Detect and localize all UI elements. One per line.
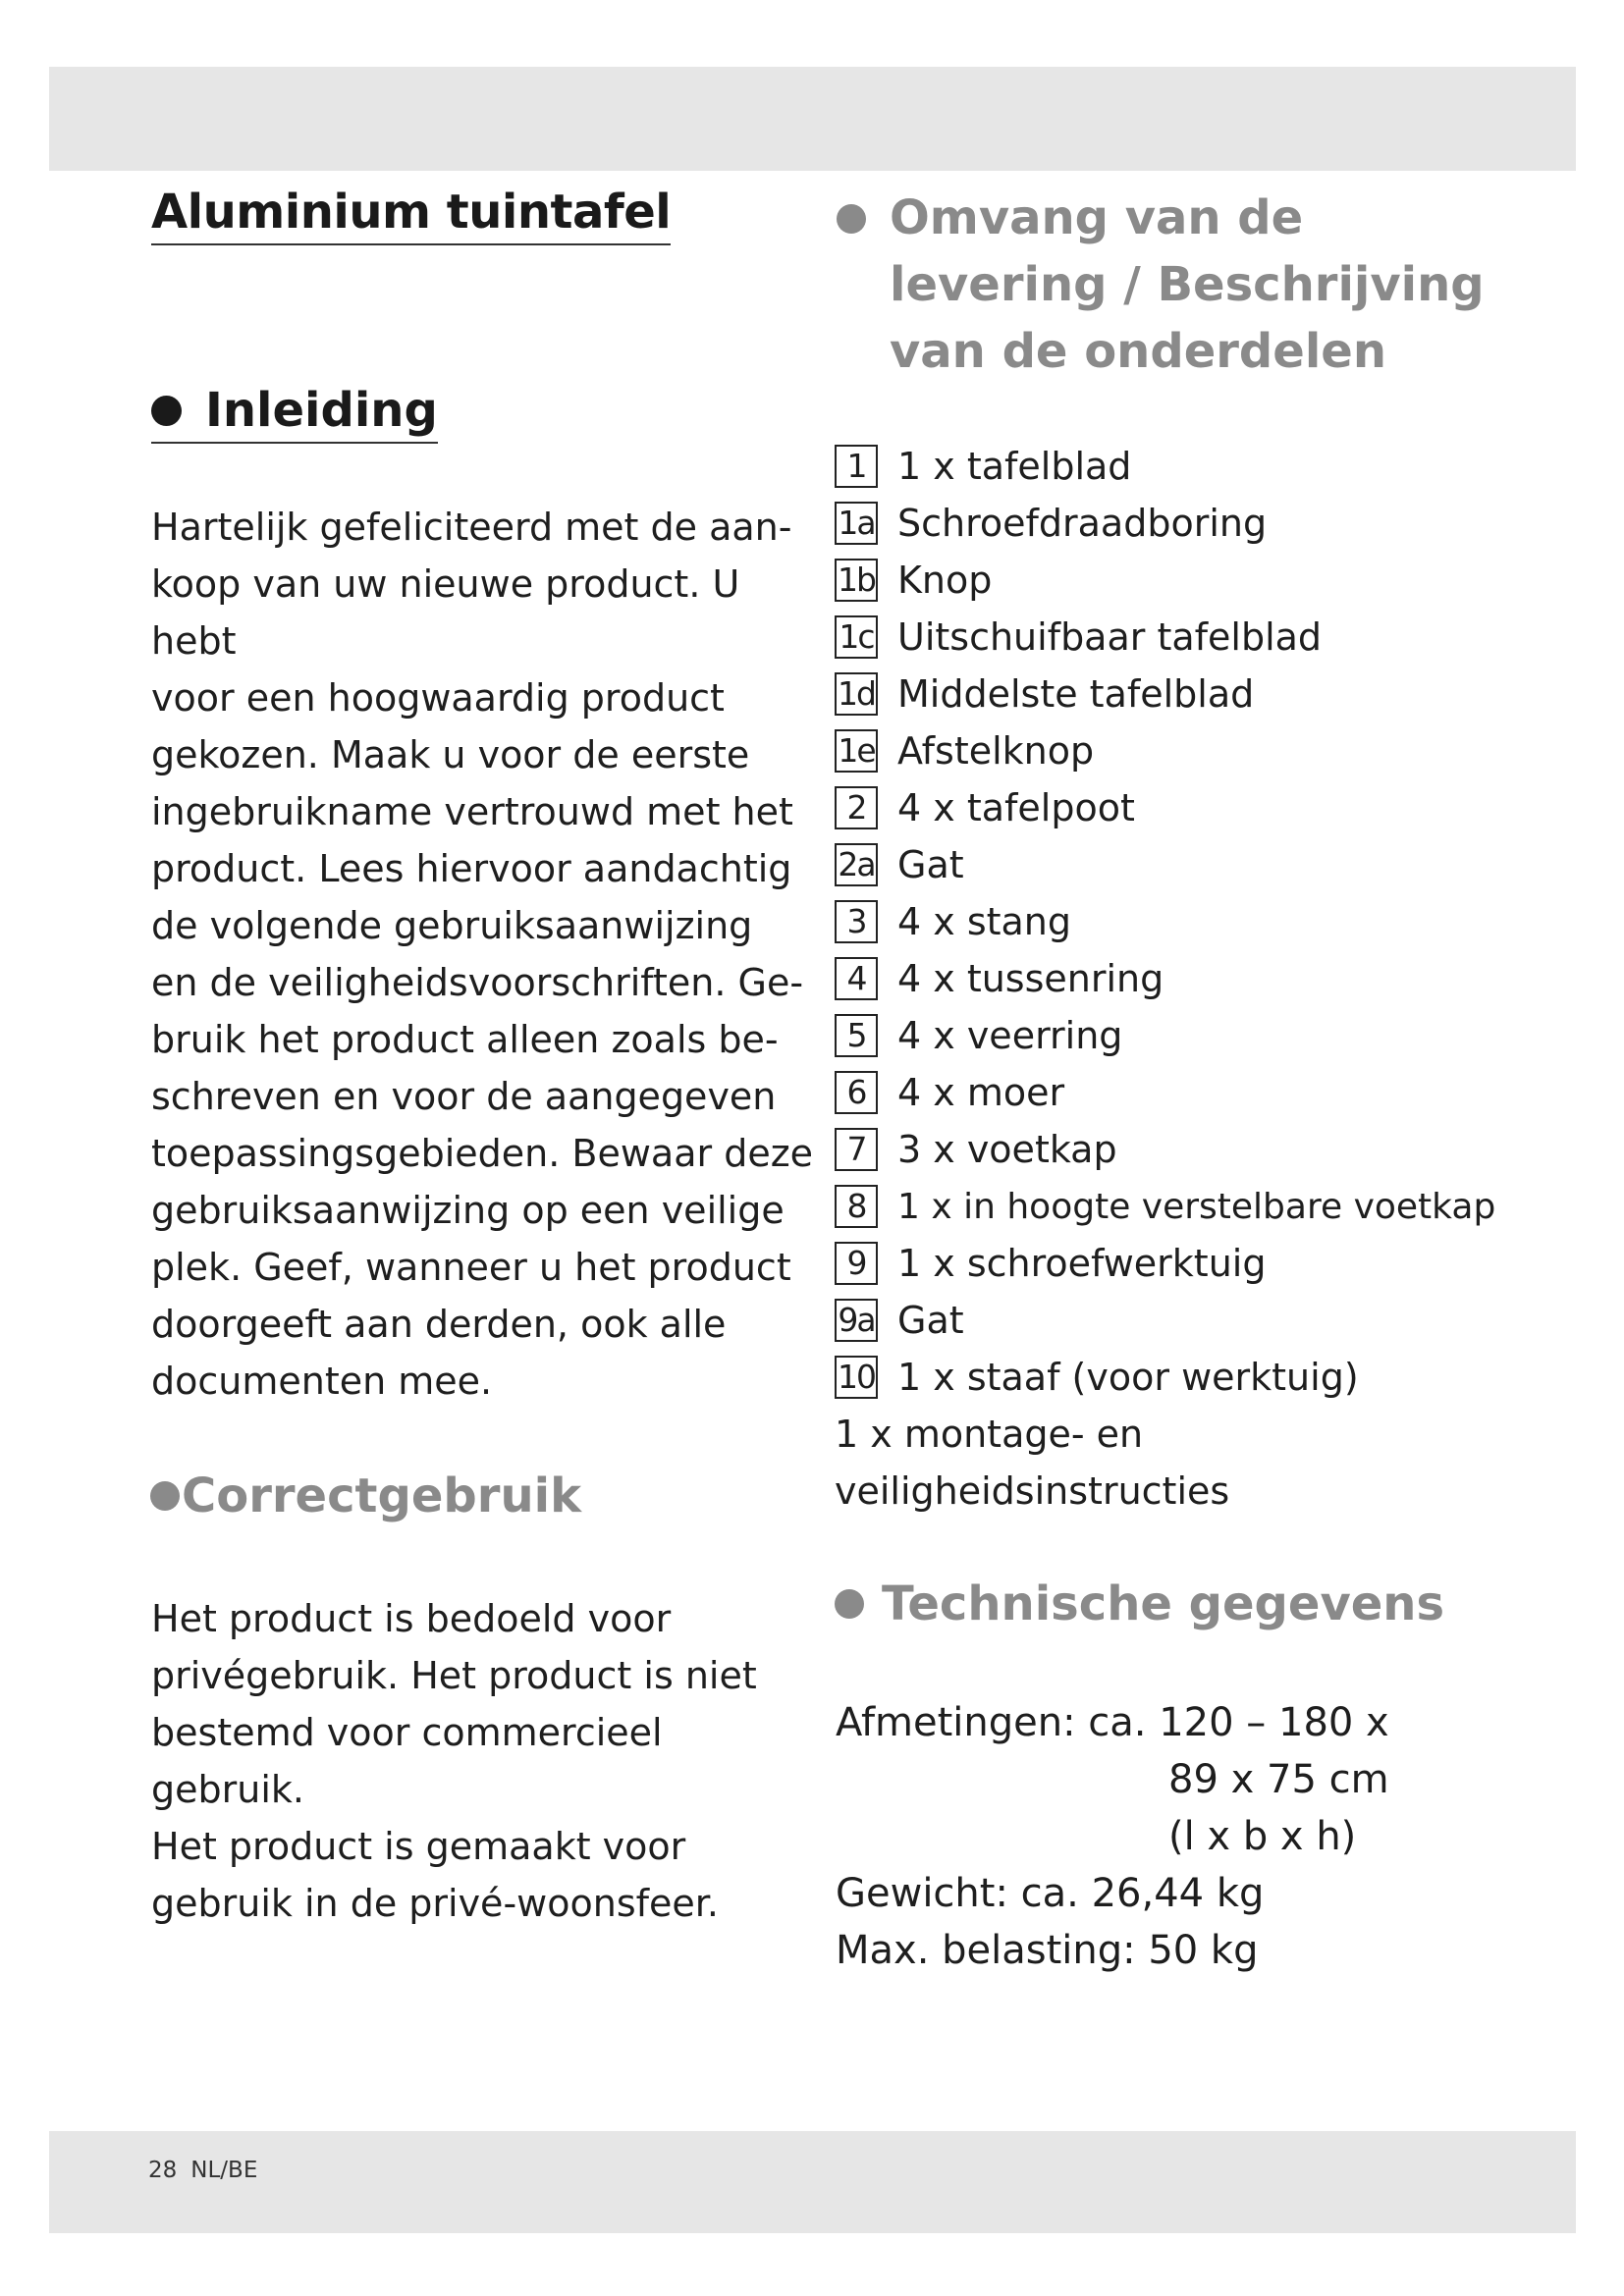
part-number-badge: 5 [835,1014,878,1057]
weight-line: Gewicht: ca. 26,44 kg [836,1871,1265,1916]
part-label: 1 x in hoogte verstelbare voetkap [897,1186,1496,1227]
heading-line: levering / Beschrijving [890,257,1485,312]
list-item [835,893,1542,950]
part-label: Knop [897,559,993,602]
intro-paragraph [151,499,819,1410]
part-label: 4 x tussenring [897,957,1164,1000]
page-number: 28 [148,2158,178,2183]
correct-use-heading-text: Correctgebruik [182,1468,581,1523]
text-line: doorgeeft aan derden, ook alle [151,1303,727,1346]
list-item [835,1064,1542,1121]
text-line: gekozen. Maak u voor de eerste [151,733,750,776]
technical-data [836,1694,1389,1979]
part-number-badge: 6 [835,1071,878,1114]
part-number-badge: 1a [835,502,878,545]
part-label: 4 x moer [897,1071,1065,1114]
part-label: 3 x voetkap [897,1128,1117,1171]
part-number-badge: 4 [835,957,878,1000]
part-number-badge: 9 [835,1242,878,1285]
part-number-badge: 10 [835,1356,878,1399]
intro-heading [151,383,438,444]
text-line: gebruiksaanwijzing op een veilige [151,1189,785,1232]
dimensions-line: Afmetingen: ca. 120 – 180 x [836,1700,1389,1745]
part-label: 1 x staaf (voor werktuig) [897,1356,1359,1399]
part-label: Middelste tafelblad [897,672,1255,716]
text-line: schreven en voor de aangegeven [151,1075,777,1118]
part-number-badge: 1d [835,672,878,716]
correct-use-paragraph [151,1590,819,1932]
parts-list [835,438,1542,1513]
dimensions-line: 89 x 75 cm [1168,1757,1389,1802]
text-line: de volgende gebruiksaanwijzing [151,904,753,947]
part-label: Afstelknop [897,729,1095,773]
part-number-badge: 1 [835,445,878,488]
list-item [835,950,1542,1007]
list-item [835,552,1542,609]
text-line: product. Lees hiervoor aandachtig [151,847,792,890]
part-label: Gat [897,1299,964,1342]
correct-use-heading [150,1468,581,1523]
part-number-badge: 9a [835,1299,878,1342]
part-number-badge: 1c [835,615,878,659]
part-label: 4 x veerring [897,1014,1123,1057]
technical-heading-text: Technische gegevens [882,1576,1445,1631]
text-line: ingebruikname vertrouwd met het [151,790,793,833]
list-item [835,666,1542,722]
extra-item: 1 x montage- en veiligheidsinstructies [835,1413,1230,1513]
list-item [835,779,1542,836]
part-number-badge: 2a [835,843,878,886]
part-label: 1 x schroefwerktuig [897,1242,1267,1285]
text-line: Het product is bedoeld voor [151,1597,672,1640]
scope-heading [837,185,1485,385]
part-label: 1 x tafelblad [897,445,1132,488]
text-line: plek. Geef, wanneer u het product [151,1246,791,1289]
footer-band [49,2131,1576,2233]
technical-heading [835,1576,1444,1631]
text-line: bestemd voor commercieel gebruik. [151,1711,663,1811]
text-line: gebruik in de privé-woonsfeer. [151,1882,719,1925]
part-number-badge: 8 [835,1185,878,1228]
max-load-line: Max. belasting: 50 kg [836,1928,1259,1973]
document-title: Aluminium tuintafel [151,185,671,245]
heading-line: van de onderdelen [890,324,1387,379]
header-band [49,67,1576,171]
scope-heading-text [890,185,1485,385]
locale-label: NL/BE [190,2158,258,2183]
part-number-badge: 7 [835,1128,878,1171]
bullet-icon [150,1481,180,1511]
part-label: Uitschuifbaar tafelblad [897,615,1323,659]
part-label: Schroefdraadboring [897,502,1268,545]
bullet-icon [837,204,866,234]
list-item [835,1349,1542,1406]
page-footer [148,2158,271,2183]
list-item [835,1235,1542,1292]
text-line: en de veiligheidsvoorschriften. Ge- [151,961,804,1004]
list-item [835,1292,1542,1349]
text-line: Het product is gemaakt voor [151,1825,686,1868]
text-line: toepassingsgebieden. Bewaar deze [151,1132,814,1175]
part-number-badge: 1e [835,729,878,773]
list-item [835,722,1542,779]
part-number-badge: 1b [835,559,878,602]
dimensions-line: (l x b x h) [1168,1814,1357,1859]
text-line: documenten mee. [151,1360,493,1403]
list-item [835,836,1542,893]
intro-heading-text: Inleiding [205,383,438,438]
bullet-icon [835,1589,864,1619]
part-number-badge: 2 [835,786,878,829]
list-item [835,438,1542,495]
list-item [835,1178,1542,1235]
text-line: voor een hoogwaardig product [151,676,725,720]
heading-line: Omvang van de [890,190,1304,245]
text-line: koop van uw nieuwe product. U hebt [151,562,740,663]
list-item [835,495,1542,552]
part-label: 4 x stang [897,900,1072,943]
part-label: Gat [897,843,964,886]
text-line: privégebruik. Het product is niet [151,1654,757,1697]
part-number-badge: 3 [835,900,878,943]
list-item [835,609,1542,666]
list-item [835,1007,1542,1064]
text-line: bruik het product alleen zoals be- [151,1018,779,1061]
text-line: Hartelijk gefeliciteerd met de aan- [151,506,792,549]
bullet-icon [151,396,182,426]
list-item [835,1121,1542,1178]
part-label: 4 x tafelpoot [897,786,1135,829]
